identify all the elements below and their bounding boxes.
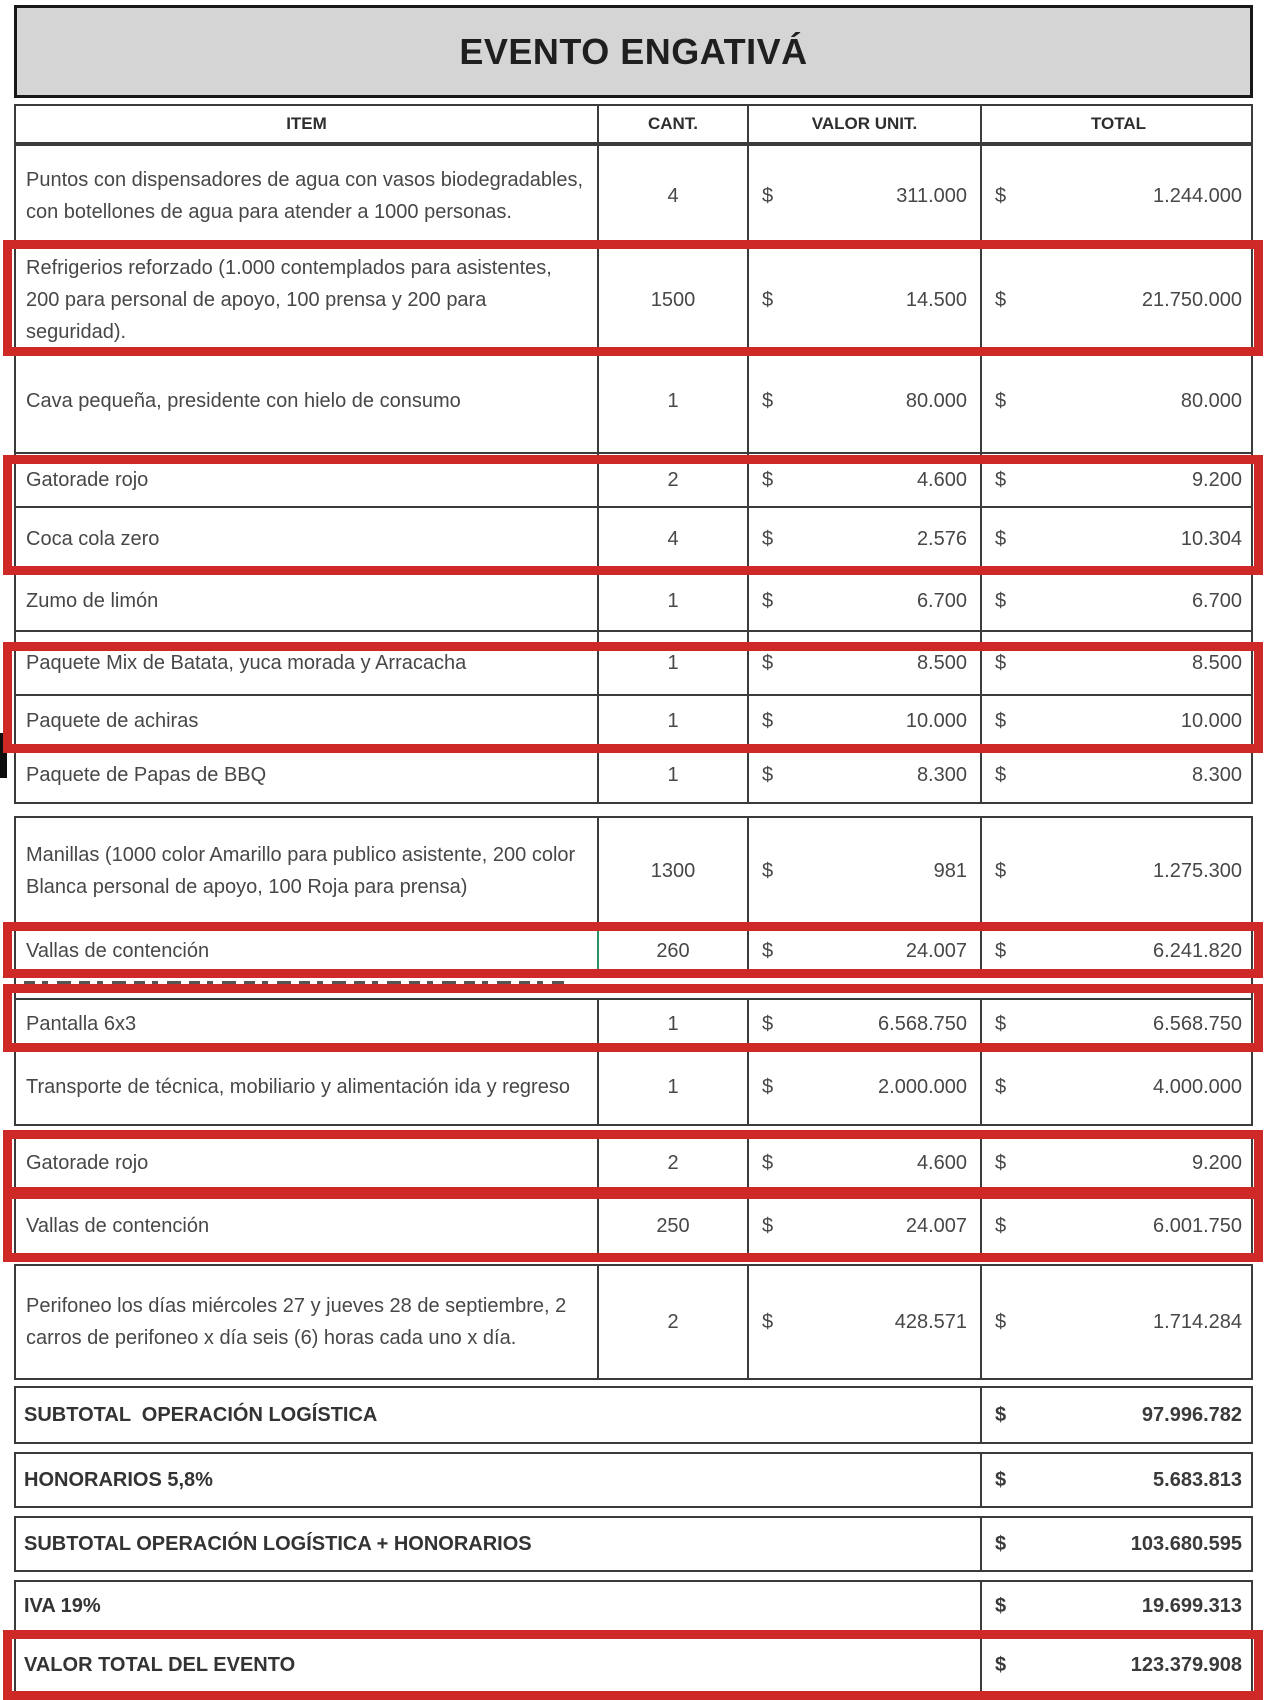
total-value: 6.568.750: [1153, 1012, 1242, 1035]
item-cell: Coca cola zero: [26, 528, 160, 550]
total-value: 8.500: [1191, 651, 1242, 674]
table-row-highlighted: [16, 694, 1251, 746]
table-row: [16, 146, 1251, 246]
currency-symbol: $: [995, 1468, 1007, 1491]
item-cell: Gatorade rojo: [26, 469, 149, 491]
item-cell: Paquete Mix de Batata, yuca morada y Arracacha: [26, 652, 467, 674]
total-value: 8.300: [1191, 763, 1242, 786]
summary-label: SUBTOTAL OPERACIÓN LOGÍSTICA: [24, 1403, 378, 1426]
column-header-total: TOTAL: [980, 106, 1255, 142]
unit-price-cell: [747, 508, 980, 570]
summary-grand-total-section: [14, 1636, 1253, 1694]
table-row: [16, 746, 1251, 802]
summary-total-value: 97.996.782: [1141, 1403, 1242, 1426]
total-value: 6.001.750: [1153, 1214, 1242, 1237]
summary-total-value: 5.683.813: [1153, 1468, 1242, 1491]
total-value: 1.244.000: [1153, 184, 1242, 207]
column-header-unit: VALOR UNIT.: [747, 106, 980, 142]
unit-price-cell: [747, 248, 980, 352]
currency-symbol: $: [995, 1653, 1007, 1676]
currency-symbol: $: [995, 468, 1007, 491]
qty-cell: 1: [597, 350, 747, 452]
table-row-highlighted: [16, 632, 1251, 694]
budget-table: [14, 104, 1253, 1694]
qty-cell: 1: [597, 632, 747, 694]
currency-symbol: $: [762, 527, 774, 550]
qty-cell: 4: [597, 508, 747, 570]
table-row: [16, 818, 1251, 924]
column-header-cant: CANT.: [597, 106, 747, 142]
item-cell: Gatorade rojo: [26, 1152, 149, 1174]
total-value: 9.200: [1191, 1151, 1242, 1174]
total-cell: [980, 454, 1255, 506]
item-cell: Cava pequeña, presidente con hielo de consumo: [26, 390, 461, 412]
currency-symbol: $: [995, 939, 1007, 962]
page-title: EVENTO ENGATIVÁ: [14, 5, 1253, 98]
currency-symbol: $: [995, 1594, 1007, 1617]
total-cell: [980, 1266, 1255, 1378]
item-cell: Puntos con dispensadores de agua con vasos biodegradables, con botellones de agua para atender a 1000 personas.: [26, 169, 584, 223]
left-margin-artifact: [0, 733, 7, 778]
item-cell: Paquete de achiras: [26, 710, 199, 732]
table-row-highlighted: [16, 924, 1251, 976]
summary-subtotal-fees-section: [14, 1516, 1253, 1572]
item-cell: Refrigerios reforzado (1.000 contemplados para asistentes, 200 para personal de apoyo, 100 prensa y 200 para seguridad).: [26, 257, 552, 343]
total-cell: [980, 146, 1255, 246]
unit-price-value: 428.571: [894, 1310, 967, 1333]
table-row-highlighted: [16, 1138, 1251, 1188]
unit-price-value: 2.000.000: [878, 1075, 967, 1098]
currency-symbol: $: [762, 859, 774, 882]
total-cell: [980, 632, 1255, 694]
summary-subtotal-section: [14, 1386, 1253, 1444]
item-cell: Manillas (1000 color Amarillo para publico asistente, 200 color Blanca personal de apoyo, 100 Roja para prensa): [26, 844, 576, 898]
unit-price-value: 24.007: [905, 1214, 967, 1237]
table-row-highlighted: [16, 246, 1251, 348]
qty-cell: 250: [597, 1198, 747, 1254]
unit-price-value: 4.600: [916, 468, 967, 491]
qty-cell: 1: [597, 572, 747, 630]
total-value: 10.000: [1180, 709, 1242, 732]
table-row-highlighted: [16, 998, 1251, 1048]
total-value: 6.241.820: [1153, 939, 1242, 962]
unit-price-cell: [747, 1050, 980, 1124]
summary-row: [16, 1518, 1251, 1570]
qty-cell: 1: [597, 696, 747, 746]
unit-price-cell: [747, 146, 980, 246]
total-value: 4.000.000: [1153, 1075, 1242, 1098]
obscured-strikethrough-row: [16, 976, 1251, 998]
total-value: 80.000: [1180, 389, 1242, 412]
currency-symbol: $: [762, 651, 774, 674]
unit-price-cell: [747, 1198, 980, 1254]
total-value: 10.304: [1180, 527, 1242, 550]
table-row: [16, 348, 1251, 452]
table-row: [16, 570, 1251, 630]
currency-symbol: $: [762, 1214, 774, 1237]
total-cell: [980, 926, 1255, 976]
currency-symbol: $: [995, 1403, 1007, 1426]
column-header-item: ITEM: [286, 114, 327, 133]
table-body-block-2: [14, 816, 1253, 1126]
total-value: 6.700: [1191, 589, 1242, 612]
table-row-highlighted: [16, 506, 1251, 570]
total-cell: [980, 1138, 1255, 1188]
summary-total-cell: [980, 1454, 1255, 1506]
total-value: 9.200: [1191, 468, 1242, 491]
currency-symbol: $: [762, 1310, 774, 1333]
currency-symbol: $: [995, 527, 1007, 550]
currency-symbol: $: [762, 1151, 774, 1174]
total-value: 21.750.000: [1141, 288, 1242, 311]
qty-cell: 2: [597, 1138, 747, 1188]
qty-cell: 1: [597, 1050, 747, 1124]
summary-total-cell: [980, 1388, 1255, 1442]
unit-price-cell: [747, 454, 980, 506]
currency-symbol: $: [762, 184, 774, 207]
unit-price-cell: [747, 1000, 980, 1048]
currency-symbol: $: [762, 1012, 774, 1035]
total-value: 1.275.300: [1153, 859, 1242, 882]
currency-symbol: $: [762, 763, 774, 786]
table-body-block-4: [14, 1196, 1253, 1256]
summary-label: HONORARIOS 5,8%: [24, 1468, 213, 1491]
currency-symbol: $: [762, 709, 774, 732]
summary-row: [16, 1388, 1251, 1442]
currency-symbol: $: [995, 1075, 1007, 1098]
total-cell: [980, 572, 1255, 630]
total-cell: [980, 1000, 1255, 1048]
unit-price-value: 10.000: [905, 709, 967, 732]
total-cell: [980, 1198, 1255, 1254]
table-header-row: [16, 106, 1251, 142]
summary-total-value: 123.379.908: [1130, 1653, 1242, 1676]
currency-symbol: $: [762, 589, 774, 612]
currency-symbol: $: [995, 288, 1007, 311]
total-cell: [980, 508, 1255, 570]
currency-symbol: $: [995, 184, 1007, 207]
summary-label: VALOR TOTAL DEL EVENTO: [24, 1653, 296, 1676]
unit-price-value: 14.500: [905, 288, 967, 311]
unit-price-value: 4.600: [916, 1151, 967, 1174]
summary-total-value: 103.680.595: [1130, 1532, 1242, 1555]
unit-price-cell: [747, 350, 980, 452]
unit-price-value: 311.000: [896, 184, 967, 207]
summary-row: [16, 1582, 1251, 1630]
currency-symbol: $: [995, 1012, 1007, 1035]
currency-symbol: $: [762, 389, 774, 412]
item-cell: Transporte de técnica, mobiliario y alimentación ida y regreso: [26, 1076, 570, 1098]
unit-price-cell: [747, 1138, 980, 1188]
total-cell: [980, 818, 1255, 924]
currency-symbol: $: [995, 1310, 1007, 1333]
currency-symbol: $: [762, 468, 774, 491]
currency-symbol: $: [995, 1532, 1007, 1555]
item-cell: Perifoneo los días miércoles 27 y jueves 28 de septiembre, 2 carros de perifoneo x día seis (6) horas cada uno x día.: [26, 1295, 567, 1349]
summary-row-highlighted: [16, 1638, 1251, 1692]
currency-symbol: $: [762, 288, 774, 311]
item-cell: Pantalla 6x3: [26, 1013, 137, 1035]
unit-price-cell: [747, 1266, 980, 1378]
currency-symbol: $: [995, 589, 1007, 612]
unit-price-value: 8.300: [916, 763, 967, 786]
total-cell: [980, 248, 1255, 352]
unit-price-cell: [747, 748, 980, 802]
table-header-section: [14, 104, 1253, 144]
highlight-group-beverages: [16, 452, 1251, 570]
table-row: [16, 1048, 1251, 1124]
table-body-block-1: [14, 144, 1253, 804]
currency-symbol: $: [995, 389, 1007, 412]
currency-symbol: $: [995, 651, 1007, 674]
unit-price-value: 6.700: [916, 589, 967, 612]
unit-price-cell: [747, 818, 980, 924]
unit-price-value: 6.568.750: [878, 1012, 967, 1035]
total-cell: [980, 1050, 1255, 1124]
summary-total-cell: [980, 1582, 1255, 1630]
illegible-text-marks: [24, 981, 564, 988]
table-row-highlighted: [16, 454, 1251, 506]
table-body-block-5: [14, 1264, 1253, 1380]
highlight-group-paquetes: [16, 630, 1251, 746]
currency-symbol: $: [762, 939, 774, 962]
currency-symbol: $: [995, 1214, 1007, 1237]
currency-symbol: $: [995, 859, 1007, 882]
item-cell: Vallas de contención: [26, 1215, 210, 1237]
item-cell: Vallas de contención: [26, 940, 210, 962]
qty-cell: 1: [597, 748, 747, 802]
qty-cell: 2: [597, 454, 747, 506]
table-body-block-3: [14, 1136, 1253, 1190]
unit-price-value: 80.000: [905, 389, 967, 412]
unit-price-value: 981: [933, 859, 967, 882]
summary-total-cell: [980, 1638, 1255, 1692]
unit-price-cell: [747, 632, 980, 694]
qty-cell: 260: [597, 926, 747, 976]
qty-cell: 4: [597, 146, 747, 246]
summary-total-value: 19.699.313: [1141, 1594, 1242, 1617]
total-cell: [980, 350, 1255, 452]
unit-price-value: 2.576: [916, 527, 967, 550]
table-row: [16, 1266, 1251, 1378]
item-cell: Paquete de Papas de BBQ: [26, 764, 267, 786]
total-value: 1.714.284: [1153, 1310, 1242, 1333]
qty-cell: 2: [597, 1266, 747, 1378]
currency-symbol: $: [762, 1075, 774, 1098]
currency-symbol: $: [995, 763, 1007, 786]
total-cell: [980, 748, 1255, 802]
summary-total-cell: [980, 1518, 1255, 1570]
total-cell: [980, 696, 1255, 746]
currency-symbol: $: [995, 709, 1007, 732]
unit-price-cell: [747, 696, 980, 746]
unit-price-value: 24.007: [905, 939, 967, 962]
unit-price-value: 8.500: [916, 651, 967, 674]
summary-label: SUBTOTAL OPERACIÓN LOGÍSTICA + HONORARIOS: [24, 1532, 532, 1555]
unit-price-cell: [747, 926, 980, 976]
summary-label: IVA 19%: [24, 1594, 101, 1617]
table-row-highlighted: [16, 1198, 1251, 1254]
currency-symbol: $: [995, 1151, 1007, 1174]
item-cell: Zumo de limón: [26, 590, 159, 612]
qty-cell: 1300: [597, 818, 747, 924]
qty-cell: 1500: [597, 248, 747, 352]
summary-fees-section: [14, 1452, 1253, 1508]
qty-cell: 1: [597, 1000, 747, 1048]
summary-row: [16, 1454, 1251, 1506]
unit-price-cell: [747, 572, 980, 630]
summary-iva-section: [14, 1580, 1253, 1632]
